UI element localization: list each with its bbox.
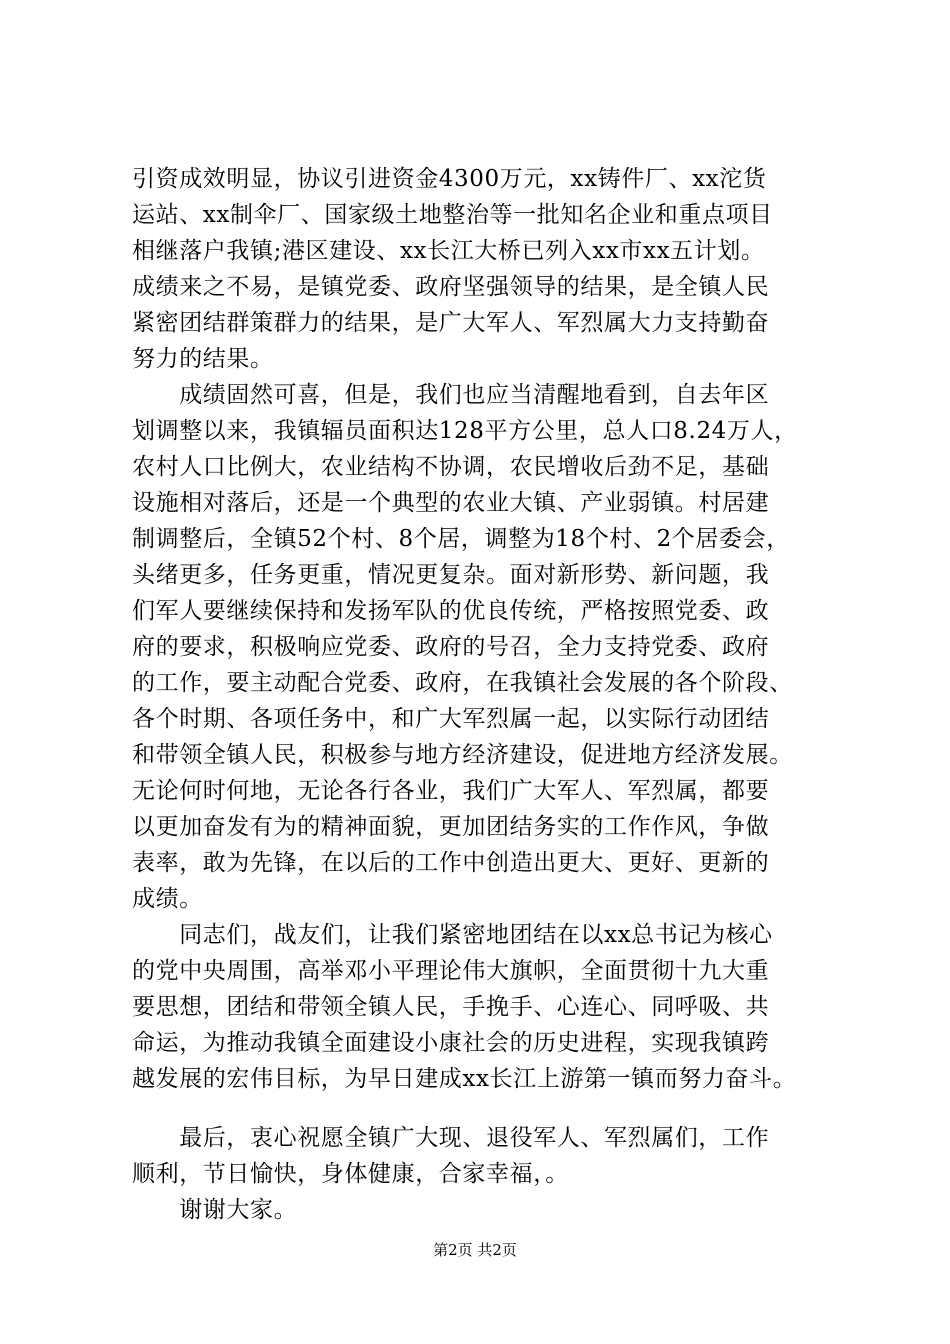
text-line: 无论何时何地，无论各行各业，我们广大军人、军烈属，都要 [132, 778, 770, 804]
text-line: 农村人口比例大，农业结构不协调，农民增收后劲不足，基础 [132, 454, 770, 480]
text-line: 府的要求，积极响应党委、政府的号召，全力支持党委、政府 [132, 634, 770, 660]
text-line: 和带领全镇人民，积极参与地方经济建设，促进地方经济发展。 [132, 742, 793, 768]
text-line: 引资成效明显，协议引进资金4300万元，xx铸件厂、xx沱货 [132, 166, 767, 192]
text-line: 的工作，要主动配合党委、政府，在我镇社会发展的各个阶段、 [132, 670, 793, 696]
text-line: 的党中央周围，高举邓小平理论伟大旗帜，全面贯彻十九大重 [132, 958, 770, 984]
text-line: 紧密团结群策群力的结果，是广大军人、军烈属大力支持勤奋 [132, 310, 770, 336]
text-line: 划调整以来，我镇辐员面积达128平方公里，总人口8.24万人， [132, 418, 798, 444]
text-line: 努力的结果。 [132, 346, 274, 372]
page-footer: 第2页 共2页 [433, 1241, 517, 1259]
text-line: 命运，为推动我镇全面建设小康社会的历史进程，实现我镇跨 [132, 1030, 770, 1056]
text-line: 相继落户我镇;港区建设、xx长江大桥已列入xx市xx五计划。 [132, 238, 765, 264]
text-line: 谢谢大家。 [132, 1197, 298, 1223]
text-line: 制调整后，全镇52个村、8个居，调整为18个村、2个居委会， [132, 526, 790, 552]
text-line: 成绩固然可喜，但是，我们也应当清醒地看到，自去年区 [132, 382, 770, 408]
text-line: 要思想，团结和带领全镇人民，手挽手、心连心、同呼吸、共 [132, 994, 770, 1020]
text-line: 设施相对落后，还是一个典型的农业大镇、产业弱镇。村居建 [132, 490, 770, 516]
text-line: 最后，衷心祝愿全镇广大现、退役军人、军烈属们，工作 [132, 1125, 770, 1151]
text-line: 成绩。 [132, 886, 203, 912]
text-line: 头绪更多，任务更重，情况更复杂。面对新形势、新问题，我 [132, 562, 770, 588]
text-line: 运站、xx制伞厂、国家级土地整治等一批知名企业和重点项目 [132, 202, 773, 228]
text-line: 们军人要继续保持和发扬军队的优良传统，严格按照党委、政 [132, 598, 770, 624]
text-line: 表率，敢为先锋，在以后的工作中创造出更大、更好、更新的 [132, 850, 770, 876]
text-line: 顺利，节日愉快，身体健康，合家幸福，。 [132, 1161, 569, 1187]
text-line: 越发展的宏伟目标，为早日建成xx长江上游第一镇而努力奋斗。 [132, 1066, 797, 1092]
text-line: 各个时期、各项任务中，和广大军烈属一起，以实际行动团结 [132, 706, 770, 732]
text-line: 成绩来之不易，是镇党委、政府坚强领导的结果，是全镇人民 [132, 274, 770, 300]
text-line: 以更加奋发有为的精神面貌，更加团结务实的工作作风，争做 [132, 814, 770, 840]
text-line: 同志们，战友们，让我们紧密地团结在以xx总书记为核心 [132, 922, 773, 948]
